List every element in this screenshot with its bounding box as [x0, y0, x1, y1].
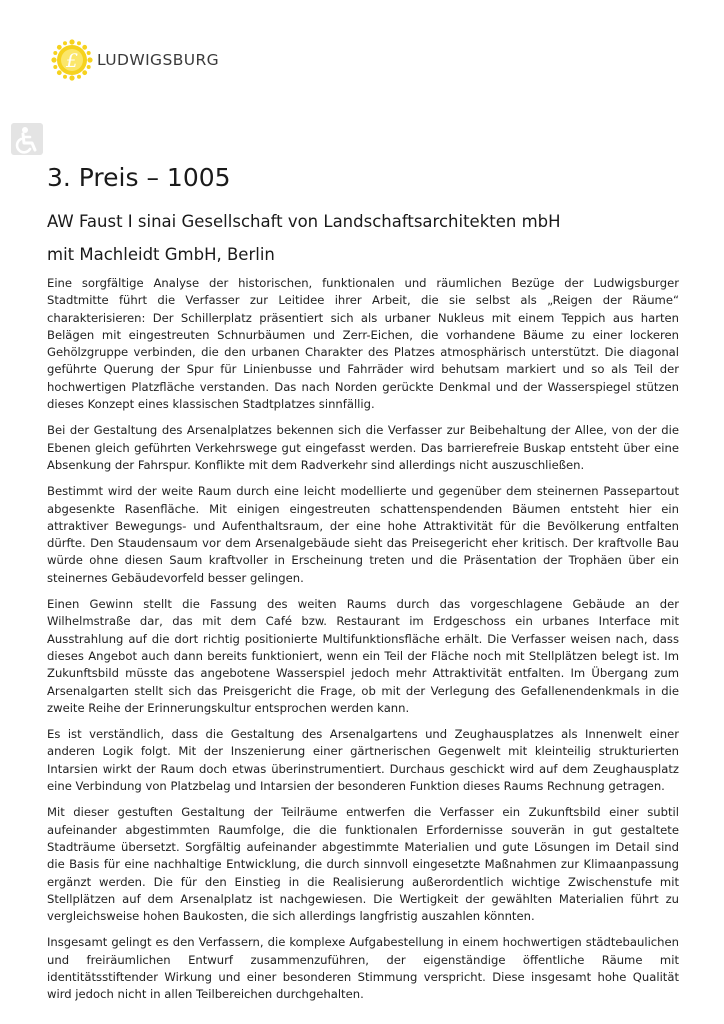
city-logo[interactable] — [51, 39, 219, 81]
paragraph: Bei der Gestaltung des Arsenalplatzes bekennen sich die Verfasser zur Beibehaltung der Allee, von der die Ebenen gleich geführten Verkehrswege gut eingefasst werden. Das barrierefreie Buskap entsteht über eine Absenkung der Fahrspur. Konflikte mit dem Radverkehr sind allerdings nicht auszuschließen. — [47, 423, 679, 472]
logo-wordmark: LUDWIGSBURG — [97, 51, 220, 69]
paragraph: Mit dieser gestuften Gestaltung der Teilräume entwerfen die Verfasser ein Zukunftsbild einer subtil aufeinander abgestimmten Raumfolge, die die funktionalen Erfordernisse souverän in gut gestaltete Stadträume übersetzt. Sorgfältig aufeinander abgestimmte Materialien und gute Lösungen im Detail sind die Basis für eine nachhaltige Entwicklung, die durch sinnvoll eingesetzte Maßnahmen zur Klimaanpassung ergänzt werden. Die für den Einstieg in die Realisierung außerordentlich wichtige Zwischenstufe mit Stellplätzen auf dem Arsenalplatz ist nachgewiesen. Die Wertigkeit der gewählten Materialien führt zu vergleichsweise hohen Baukosten, die sich allerdings langfristig auszahlen könnten. — [47, 805, 679, 924]
page-title: 3. Preis – 1005 — [47, 163, 231, 192]
ludwigsburg-sun-logo-icon — [51, 39, 93, 81]
svg-text:£: £ — [65, 50, 79, 72]
paragraph: Bestimmt wird der weite Raum durch eine leicht modellierte und gegenüber dem steinernen Passepartout abgesenkte Rasenfläche. Mit einigen eingestreuten schattenspendenden Bäumen entsteht hier ein attraktiver Bewegungs- und Aufenthaltsraum, der eine hohe Attraktivität für die Bevölkerung entfalten dürfte. Den Staudensaum vor dem Arsenalgebäude sieht das Preisegericht eher kritisch. Der kraftvolle Bau würde ohne diesen Saum kraftvoller in Erscheinung treten und die Präsentation der Trophäen über ein steinernes Gebäudevorfeld besser gelingen. — [47, 484, 679, 585]
partner-line: mit Machleidt GmbH, Berlin — [47, 245, 275, 264]
paragraph: Einen Gewinn stellt die Fassung des weiten Raums durch das vorgeschlagene Gebäude an der Wilhelmstraße dar, das mit dem Café bzw. Restaurant im Erdgeschoss ein urbanes Interface mit Ausstrahlung auf die dort richtig positionierte Multifunktionsfläche erhält. Die Verfasser weisen nach, dass dieses Angebot auch dann bereits funktioniert, wenn ein Teil der Fläche noch mit Stellplätzen belegt ist. Im Zukunftsbild müsste das angebotene Wasserspiel jedoch mehr Attraktivität entfalten. Im Übergang zum Arsenalgarten stellt sich das Preisgericht die Frage, ob mit der Verlegung des Gefallenendenkmals in die zweite Reihe der Erinnerungskultur entsprochen werden kann. — [47, 597, 679, 715]
paragraph: Es ist verständlich, dass die Gestaltung des Arsenalgartens und Zeughausplatzes als Innenwelt einer anderen Logik folgt. Mit der Inszenierung einer gärtnerischen Gegenwelt mit kleinteilig strukturierten Intarsien wirkt der Raum doch etwas überinstrumentiert. Durchaus geschickt wird auf dem Zeughausplatz eine Verbindung von Platzbelag und Intarsien der besonderen Funktion dieses Raums Rechnung getragen. — [47, 727, 679, 794]
accessibility-icon — [10, 122, 44, 156]
author-line: AW Faust I sinai Gesellschaft von Landschaftsarchitekten mbH — [47, 212, 561, 231]
paragraph: Eine sorgfältige Analyse der historischen, funktionalen und räumlichen Bezüge der Ludwigsburger Stadtmitte führt die Verfasser zur Leitidee ihrer Arbeit, die sie selbst als „Reigen der Räume“ charakterisieren: Der Schillerplatz präsentiert sich als urbaner Nukleus mit einem Teppich aus harten Belägen mit eingestreuten Schnurbäumen und Zerr-Eichen, die vorhandene Bäume zu einer lockeren Gehölzgruppe verbinden, die den urbanen Charakter des Platzes atmosphärisch unterstützt. Die diagonal geführte Querung der Spur für Linienbusse und Fahrräder wird behutsam markiert und so als Teil der hochwertigen Platzfläche verstanden. Das nach Norden gerückte Denkmal und der Wasserspiegel stützen dieses Konzept eines klassischen Stadtplatzes sinnfällig. — [47, 276, 679, 412]
paragraph: Insgesamt gelingt es den Verfassern, die komplexe Aufgabestellung in einem hochwertigen städtebaulichen und freiräumlichen Entwurf zusammenzuführen, der eigenständige öffentliche Räume mit identitätsstiftender Wirkung und einer besonderen Stimmung verspricht. Diese insgesamt hohe Qualität wird jedoch nicht in allen Teilbereichen durchgehalten. — [47, 935, 679, 1002]
jury-assessment-text — [47, 275, 679, 1013]
